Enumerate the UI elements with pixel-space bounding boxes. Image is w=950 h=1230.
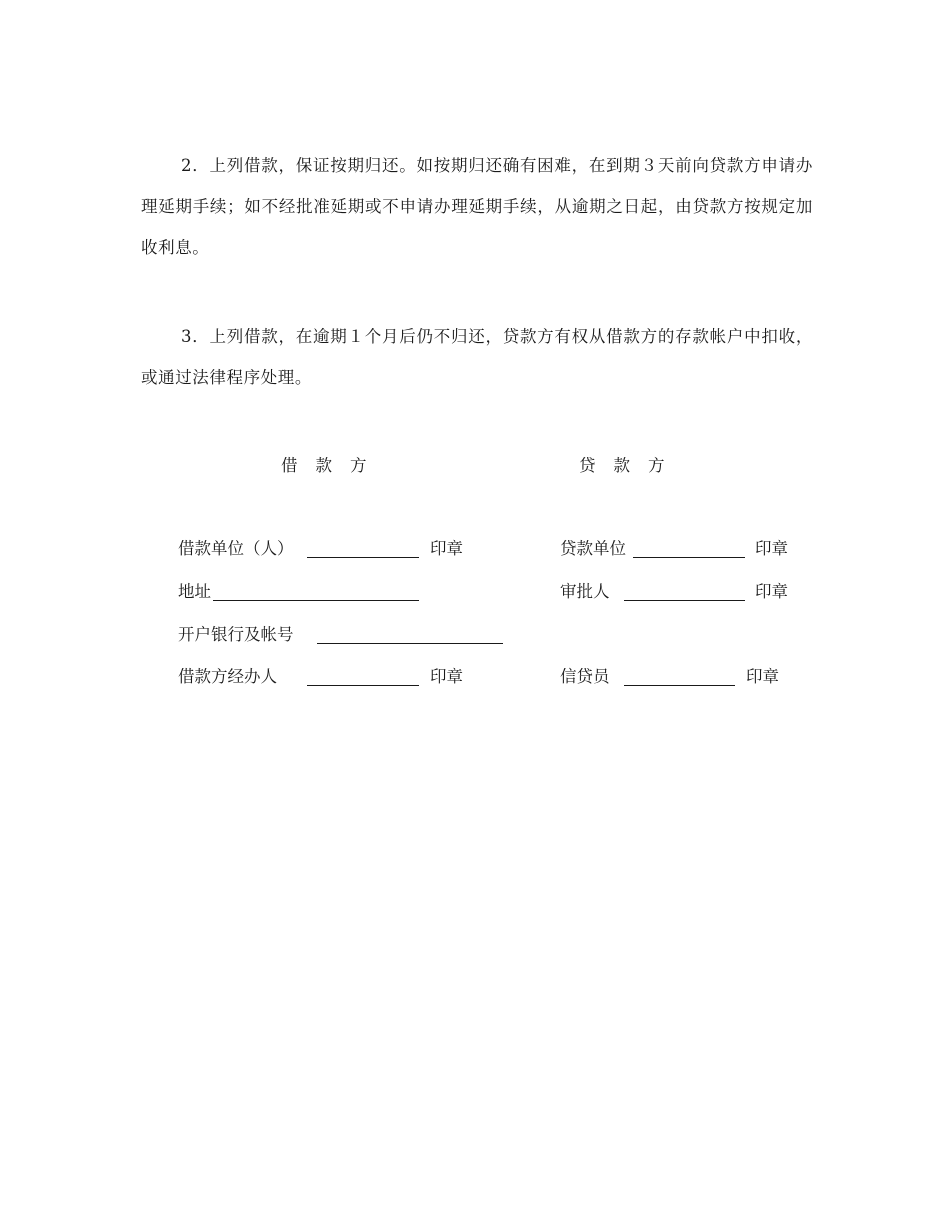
borrower-agent-label: 借款方经办人 bbox=[178, 667, 277, 686]
lender-approver-label: 审批人 bbox=[560, 582, 610, 601]
borrower-agent-blank[interactable] bbox=[307, 685, 419, 686]
lender-officer-label: 信贷员 bbox=[560, 667, 610, 686]
lender-unit-label: 贷款单位 bbox=[560, 539, 626, 558]
lender-approver-seal: 印章 bbox=[755, 582, 788, 601]
borrower-unit-label: 借款单位（人） bbox=[178, 539, 294, 558]
borrower-unit-blank[interactable] bbox=[307, 557, 419, 558]
lender-unit-seal: 印章 bbox=[755, 539, 788, 558]
borrower-agent-seal: 印章 bbox=[430, 667, 463, 686]
borrower-bank-blank[interactable] bbox=[317, 643, 503, 644]
borrower-address-label: 地址 bbox=[178, 582, 211, 601]
clause-2: 2．上列借款，保证按期归还。如按期归还确有困难，在到期３天前向贷款方申请办理延期手续；如不经批准延期或不申请办理延期手续，从逾期之日起，由贷款方按规定加收利息。 bbox=[141, 156, 813, 257]
lender-officer-seal: 印章 bbox=[746, 667, 779, 686]
clause-3: 3．上列借款，在逾期１个月后仍不归还，贷款方有权从借款方的存款帐户中扣收，或通过法律程序处理。 bbox=[141, 327, 813, 387]
lender-approver-blank[interactable] bbox=[624, 600, 745, 601]
lender-heading: 贷款方 bbox=[579, 456, 683, 475]
borrower-heading: 借款方 bbox=[281, 456, 385, 475]
borrower-bank-label: 开户银行及帐号 bbox=[178, 625, 294, 644]
lender-officer-blank[interactable] bbox=[624, 685, 735, 686]
borrower-address-blank[interactable] bbox=[213, 600, 419, 601]
lender-unit-blank[interactable] bbox=[633, 557, 745, 558]
borrower-unit-seal: 印章 bbox=[430, 539, 463, 558]
